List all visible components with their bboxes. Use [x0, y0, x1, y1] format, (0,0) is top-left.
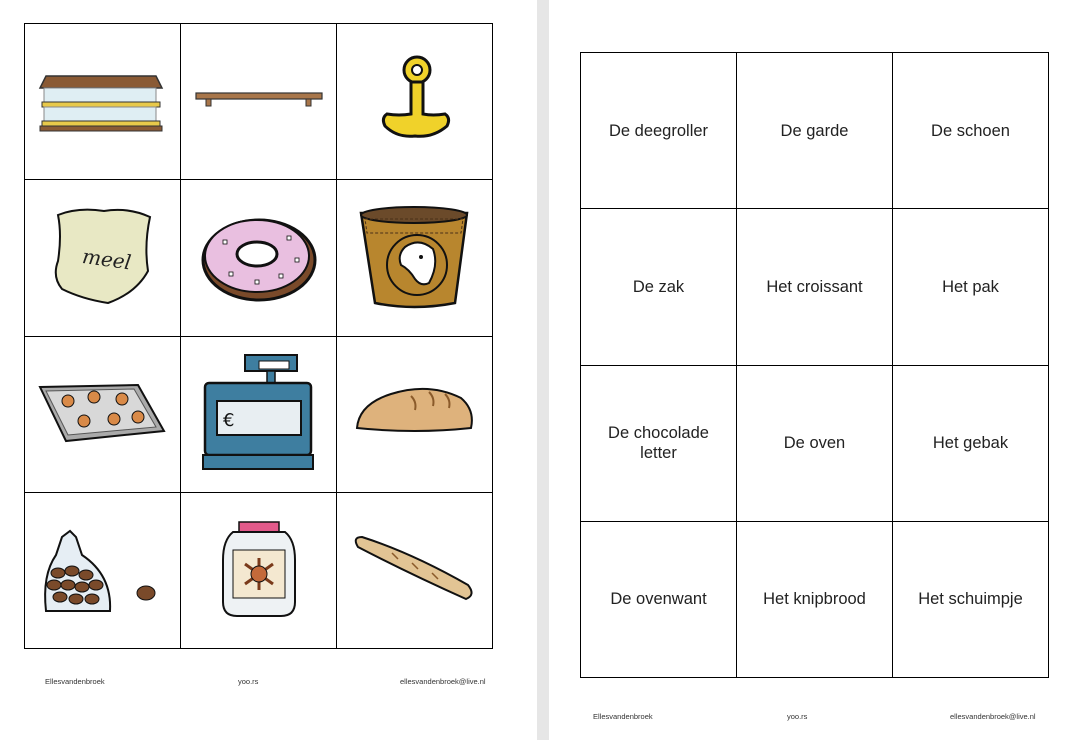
word-card — [581, 209, 737, 365]
word-label: De deegroller — [608, 121, 709, 140]
footer-center: yoo.rs — [787, 712, 808, 721]
word-label: Het pak — [942, 277, 999, 296]
baking-tray-gingerbread-icon — [38, 379, 168, 449]
word-label: De schoen — [931, 121, 1010, 140]
picture-card — [181, 24, 337, 180]
right-page — [549, 0, 1073, 740]
word-label: Het gebak — [932, 434, 1009, 453]
word-label: De garde — [780, 121, 849, 140]
donut-icon — [199, 210, 319, 305]
cash-register-icon — [201, 353, 316, 475]
flour-bag-label: meel — [80, 244, 133, 275]
bread-loaf-icon — [355, 384, 475, 444]
word-card — [893, 53, 1049, 209]
word-card — [737, 366, 893, 522]
picture-card — [25, 24, 181, 180]
picture-card — [25, 493, 181, 649]
oven-racks-icon — [38, 62, 168, 142]
word-card — [737, 53, 893, 209]
word-label: Het knipbrood — [763, 590, 866, 609]
picture-card — [181, 493, 337, 649]
word-card — [581, 522, 737, 678]
picture-card — [337, 493, 493, 649]
picture-card-grid — [24, 23, 493, 649]
word-card — [893, 366, 1049, 522]
footer-left: Ellesvandenbroek — [45, 677, 105, 686]
chocolate-letter-j-icon — [375, 52, 455, 152]
picture-card — [25, 337, 181, 493]
word-card — [581, 366, 737, 522]
picture-card — [181, 180, 337, 336]
flour-bag-icon — [48, 205, 158, 310]
picture-card — [337, 337, 493, 493]
picture-card — [337, 24, 493, 180]
register-currency-label: € — [223, 410, 235, 432]
word-card — [893, 209, 1049, 365]
word-card — [737, 522, 893, 678]
cookie-tin-horse-icon — [357, 203, 472, 313]
footer-right: ellesvandenbroek@live.nl — [400, 677, 486, 686]
cookie-jar-windmill-icon — [219, 520, 299, 620]
word-card — [737, 209, 893, 365]
footer-right: ellesvandenbroek@live.nl — [950, 712, 1036, 721]
picture-card — [181, 337, 337, 493]
picture-card — [337, 180, 493, 336]
footer-left: Ellesvandenbroek — [593, 712, 653, 721]
picture-card — [25, 180, 181, 336]
word-label: De oven — [783, 434, 846, 453]
footer-center: yoo.rs — [238, 677, 259, 686]
word-label: De ovenwant — [610, 590, 707, 609]
word-card-grid — [580, 52, 1049, 678]
word-card — [581, 53, 737, 209]
word-label: Het schuimpje — [918, 590, 1023, 609]
word-card — [893, 522, 1049, 678]
word-label: De zak — [632, 277, 685, 296]
page-gap — [537, 0, 549, 740]
word-label: De chocolade letter — [608, 424, 709, 463]
shelf-icon — [194, 87, 324, 117]
baguette-icon — [352, 533, 477, 608]
word-label: Het croissant — [766, 277, 863, 296]
bag-of-nuts-icon — [40, 525, 165, 615]
